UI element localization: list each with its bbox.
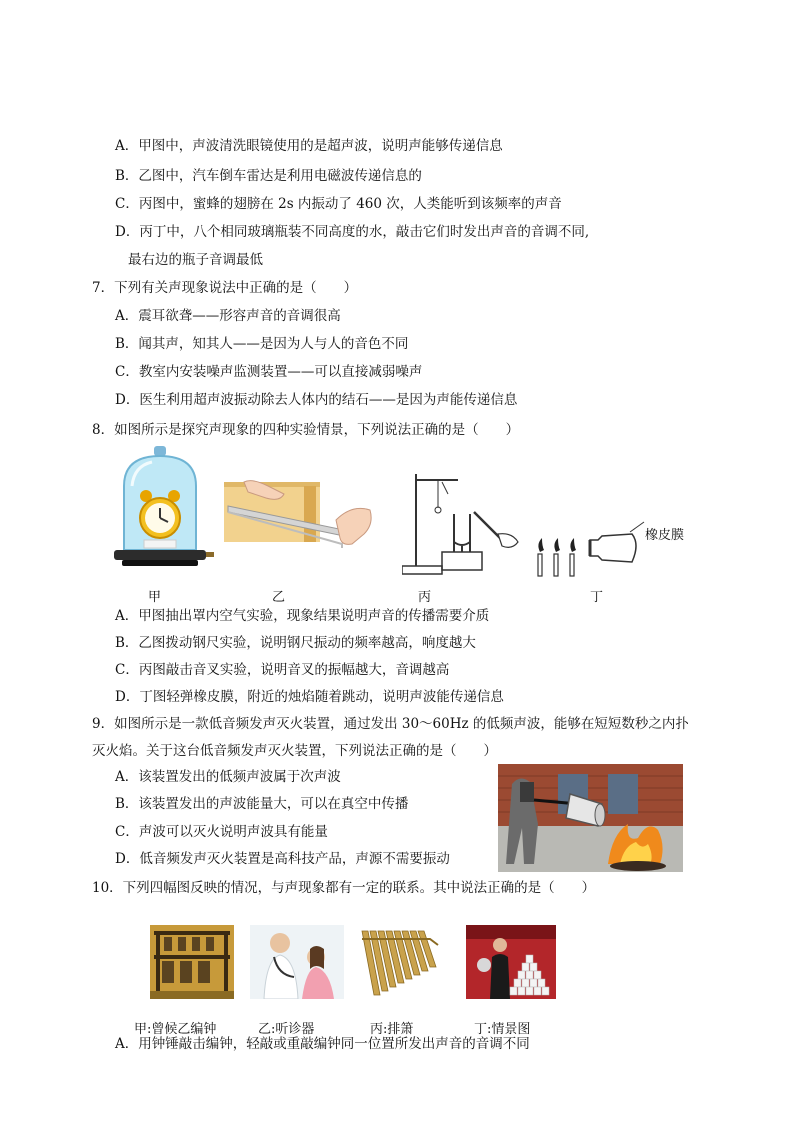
- q7-option-a: A．震耳欲聋——形容声音的音调很高: [115, 308, 341, 324]
- caption-scene: 丁:情景图: [474, 1022, 531, 1037]
- q6-option-a: A．甲图中，声波清洗眼镜使用的是超声波，说明声能够传递信息: [115, 138, 503, 154]
- caption-yi: 乙: [272, 590, 286, 605]
- q7-option-b: B．闻其声，知其人——是因为人与人的音色不同: [115, 336, 409, 352]
- q8-option-c: C．丙图敲击音叉实验，说明音叉的振幅越大，音调越高: [115, 662, 450, 678]
- q6-option-b: B．乙图中，汽车倒车雷达是利用电磁波传递信息的: [115, 168, 422, 184]
- q9-option-c: C．声波可以灭火说明声波具有能量: [115, 824, 328, 840]
- paixiao-photo: [358, 925, 446, 999]
- caption-jia: 甲: [148, 590, 162, 605]
- scene-photo: [466, 925, 556, 999]
- caption-bing: 丙: [418, 590, 432, 605]
- q9-stem-continued: 灭火焰。关于这台低音频发声灭火装置，下列说法正确的是（ ）: [92, 743, 497, 759]
- bianzhong-photo: [150, 925, 234, 999]
- stethoscope-photo: [250, 925, 344, 999]
- q9-option-b: B．该装置发出的声波能量大，可以在真空中传播: [115, 796, 409, 812]
- tuning-fork-figure: [402, 468, 522, 578]
- q6-option-d-continued: 最右边的瓶子音调最低: [128, 252, 263, 268]
- q10-stem: 10．下列四幅图反映的情况，与声现象都有一定的联系。其中说法正确的是（ ）: [92, 880, 596, 896]
- q9-stem: 9．如图所示是一款低音频发声灭火装置，通过发出 30～60Hz 的低频声波，能够在短短数秒之内扑: [92, 716, 689, 732]
- fire-extinguisher-photo: [498, 764, 683, 872]
- q7-stem: 7．下列有关声现象说法中正确的是（ ）: [92, 280, 358, 296]
- steel-ruler-figure: [224, 480, 378, 565]
- q6-option-d: D．丙丁中，八个相同玻璃瓶装不同高度的水，敲击它们时发出声音的音调不同,: [115, 224, 590, 240]
- q8-option-d: D．丁图轻弹橡皮膜，附近的烛焰随着跳动，说明声波能传递信息: [115, 689, 504, 705]
- caption-ding: 丁: [590, 590, 604, 605]
- q10-option-a: A．用钟锤敲击编钟，轻敲或重敲编钟同一位置所发出声音的音调不同: [115, 1036, 530, 1052]
- q8-stem: 8．如图所示是探究声现象的四种实验情景，下列说法正确的是（ ）: [92, 422, 520, 438]
- q8-option-b: B．乙图拨动钢尺实验，说明钢尺振动的频率越高，响度越大: [115, 635, 476, 651]
- caption-paixiao: 丙:排箫: [370, 1022, 414, 1037]
- q8-option-a: A．甲图抽出罩内空气实验，现象结果说明声音的传播需要介质: [115, 608, 490, 624]
- q9-option-d: D．低音频发声灭火装置是高科技产品，声源不需要振动: [115, 851, 450, 867]
- membrane-label: 橡皮膜: [645, 528, 685, 543]
- q6-option-c: C．丙图中，蜜蜂的翅膀在 2s 内振动了 460 次，人类能听到该频率的声音: [115, 196, 562, 212]
- caption-stethoscope: 乙:听诊器: [258, 1022, 315, 1037]
- q7-option-c: C．教室内安装噪声监测装置——可以直接减弱噪声: [115, 364, 423, 380]
- bell-jar-figure: [108, 446, 216, 574]
- q7-option-d: D．医生利用超声波振动除去人体内的结石——是因为声能传递信息: [115, 392, 518, 408]
- q9-option-a: A．该装置发出的低频声波属于次声波: [115, 769, 341, 785]
- caption-bianzhong: 甲:曾候乙编钟: [134, 1022, 217, 1037]
